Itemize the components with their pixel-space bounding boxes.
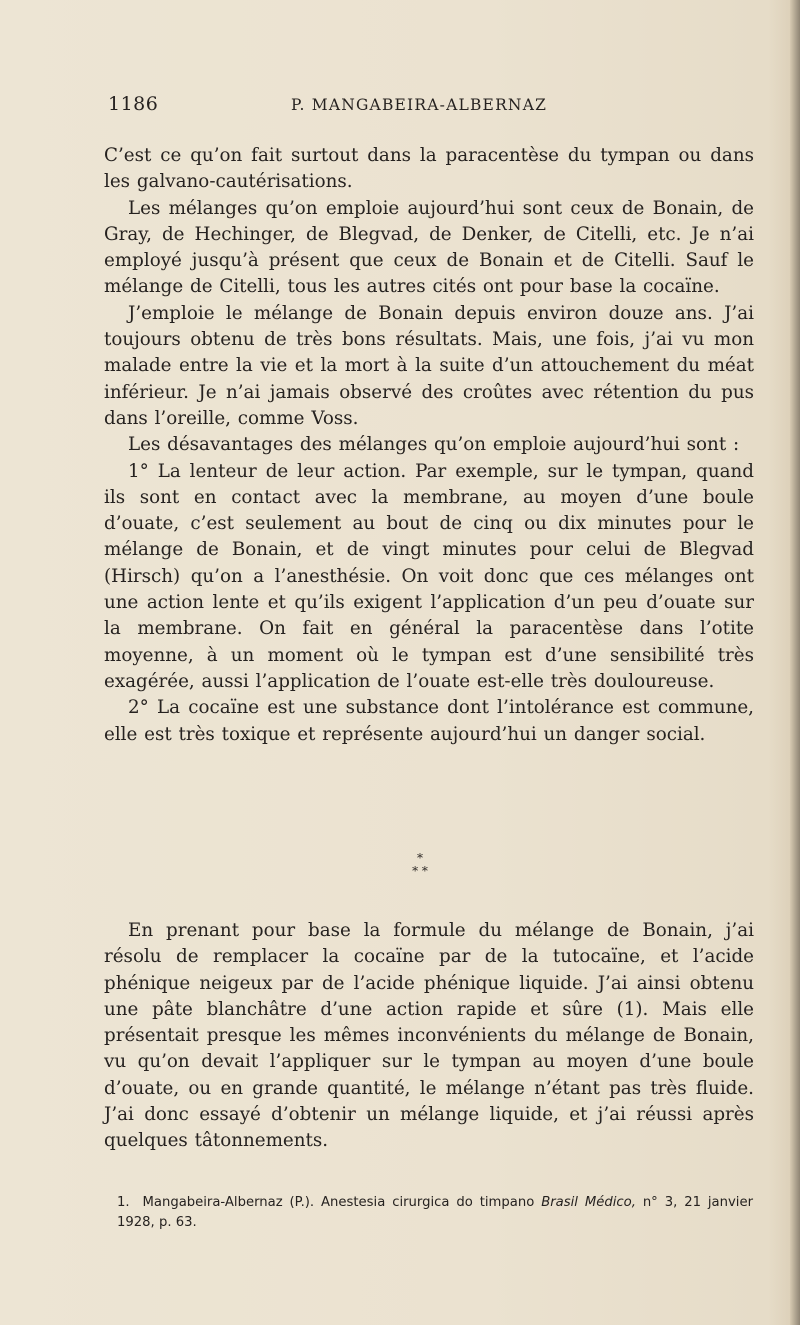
- page-header: [108, 93, 758, 117]
- footnote-journal: Brasil Médico,: [541, 1195, 636, 1210]
- paragraph-1: C’est ce qu’on fait surtout dans la paracentèse du tympan ou dans les galvano-cautérisations.: [104, 145, 754, 193]
- body-text-section-1: [104, 143, 754, 748]
- asterism-separator: [380, 852, 460, 878]
- paragraph-3: J’emploie le mélange de Bonain depuis environ douze ans. J’ai toujours obtenu de très bons résultats. Mais, une fois, j’ai vu mon malade entre la vie et la mort à la suite d’un attouchement du méat inférieur. Je n’ai jamais observé des croûtes avec rétention du pus dans l’oreille, comme Voss.: [104, 302, 754, 429]
- body-text-section-2: [104, 918, 754, 1155]
- footnote-citation-details: n° 3, 21 janvier 1928, p. 63.: [117, 1195, 753, 1230]
- list-item-1: 1° La lenteur de leur action. Par exemple, sur le tympan, quand ils sont en contact avec la membrane, au moyen d’une boule d’ouate, c’est seulement au bout de cinq ou dix minutes pour le mélange de Bonain, et de vingt minutes pour celui de Blegvad (Hirsch) qu’on a l’anesthésie. On voit donc que ces mélanges ont une action lente et qu’ils exigent l’application d’un peu d’ouate sur la membrane. On fait en général la paracentèse dans l’otite moyenne, à un moment où le tympan est d’une sensibilité très exagérée, aussi l’application de l’ouate est-elle très douloureuse.: [104, 460, 754, 692]
- paragraph-2: Les mélanges qu’on emploie aujourd’hui sont ceux de Bonain, de Gray, de Hechinger, de Blegvad, de Denker, de Citelli, etc. Je n’ai employé jusqu’à présent que ceux de Bonain et de Citelli. Sauf le mélange de Citelli, tous les autres cités ont pour base la cocaïne.: [104, 197, 754, 298]
- asterism-bottom: * *: [412, 864, 428, 878]
- paragraph-5: En prenant pour base la formule du mélange de Bonain, j’ai résolu de remplacer la cocaïne par de la tutocaïne, et l’acide phénique neigeux par de l’acide phénique liquide. J’ai ainsi obtenu une pâte blanchâtre d’une action rapide et sûre (1). Mais elle présentait presque les mêmes inconvénients du mélange de Bonain, vu qu’on devait l’appliquer sur le tympan au moyen d’une boule d’ouate, ou en grande quantité, le mélange n’étant pas très fluide. J’ai donc essayé d’obtenir un mélange liquide, et j’ai réussi après quelques tâtonnements.: [104, 920, 754, 1152]
- footnote-citation: Mangabeira-Albernaz (P.). Anestesia cirurgica do timpano: [142, 1195, 535, 1210]
- list-item-2: 2° La cocaïne est une substance dont l’intolérance est commune, elle est très toxique et représente aujourd’hui un danger social.: [104, 697, 754, 745]
- page-number: 1186: [108, 93, 159, 115]
- asterism-top: *: [417, 851, 423, 865]
- page-edge-shadow: [790, 0, 800, 1325]
- paragraph-4: Les désavantages des mélanges qu’on emploie aujourd’hui sont :: [128, 434, 740, 456]
- footnote-number: 1.: [117, 1195, 130, 1210]
- footnote: [117, 1193, 753, 1233]
- running-head: P. MANGABEIRA-ALBERNAZ: [291, 96, 548, 114]
